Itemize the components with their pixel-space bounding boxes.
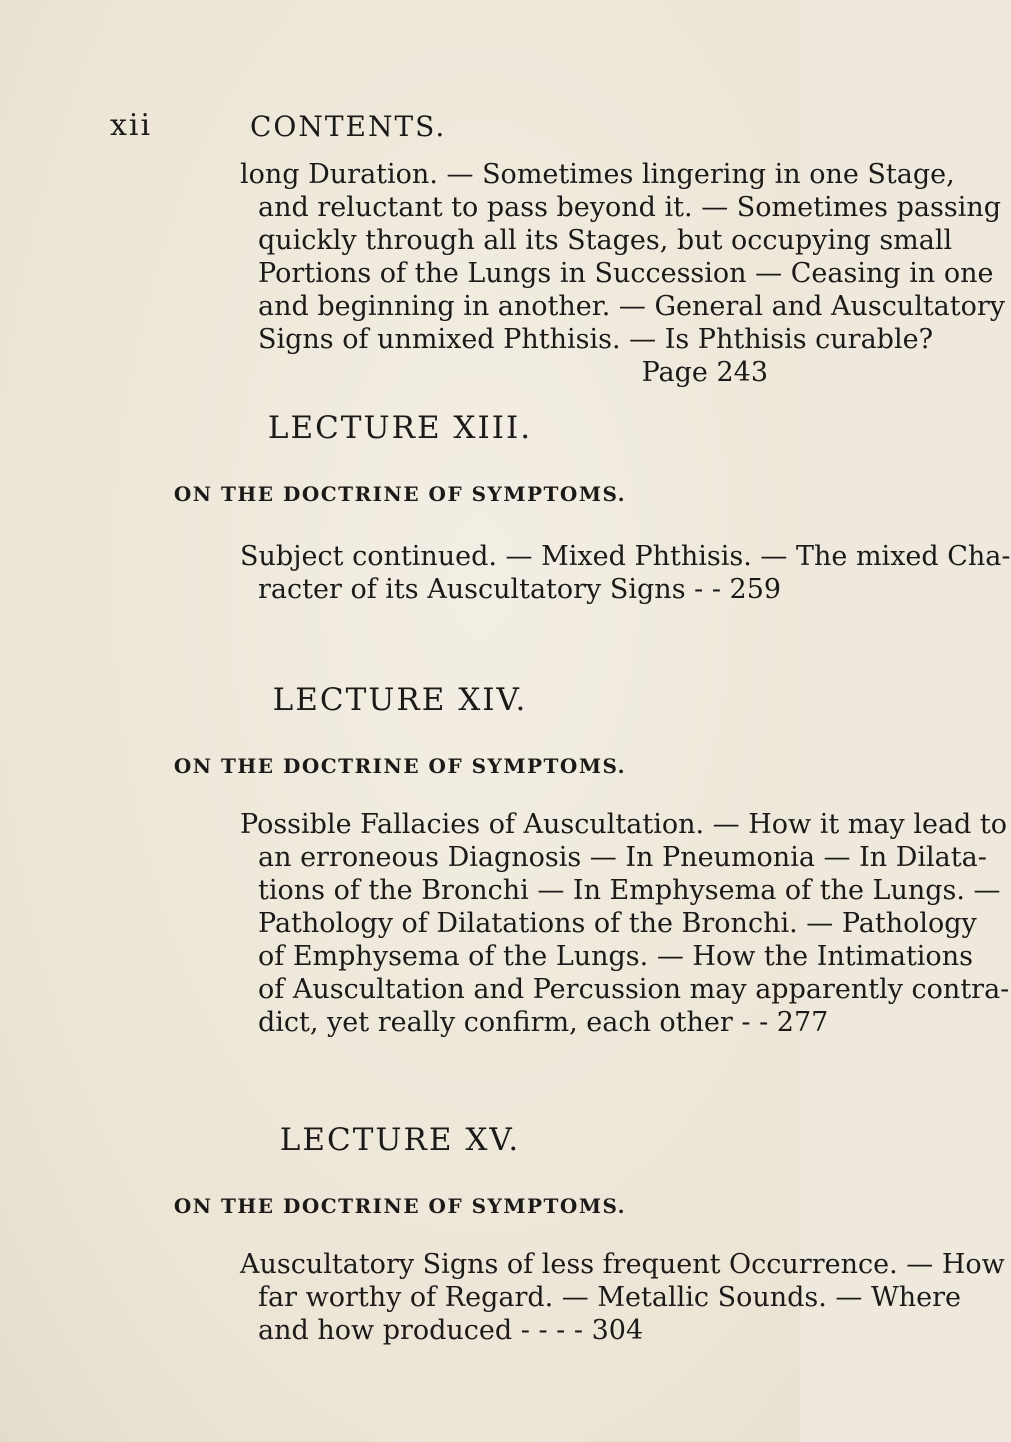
lecture-summary: Auscultatory Signs of less frequent Occurrence. — How far worthy of Regard. — Metallic Sounds. — Where and how produced - - - - 304 [240, 1249, 1005, 1346]
lecture-title: LECTURE XIII. [267, 410, 533, 446]
lecture-title: LECTURE XV. [279, 1122, 521, 1158]
running-title: CONTENTS. [250, 110, 447, 143]
continued-entry: long Duration. — Sometimes lingering in one Stage, and reluctant to pass beyond it. — Sometimes passing quickly through all its Stages, but occupying small Portions of the Lungs in Succession — Ceasing in one and beginning in another. — General and Auscultatory Signs of unmixed Phthisis. — Is Phthisis curable? Page 243 [240, 159, 1006, 388]
page-reference: Page 243 [641, 357, 768, 388]
lecture-subtitle: ON THE DOCTRINE OF SYMPTOMS. [173, 482, 627, 506]
lecture-summary: Subject continued. — Mixed Phthisis. — The mixed Cha- racter of its Auscultatory Signs - - 259 [240, 541, 1011, 605]
page-number: xii [110, 108, 153, 143]
lecture-subtitle: ON THE DOCTRINE OF SYMPTOMS. [173, 754, 627, 778]
running-head [110, 108, 740, 148]
lecture-subtitle: ON THE DOCTRINE OF SYMPTOMS. [173, 1194, 627, 1218]
lecture-title: LECTURE XIV. [272, 682, 528, 718]
lecture-summary: Possible Fallacies of Auscultation. — How it may lead to an erroneous Diagnosis — In Pneumonia — In Dilata- tions of the Bronchi — In Emphysema of the Lungs. — Pathology of Dilatations of the Bronchi. — Pathology of Emphysema of the Lungs. — How the Intimations of Auscultation and Percussion may apparently contra- dict, yet really confirm, each other - - 277 [240, 809, 1010, 1038]
